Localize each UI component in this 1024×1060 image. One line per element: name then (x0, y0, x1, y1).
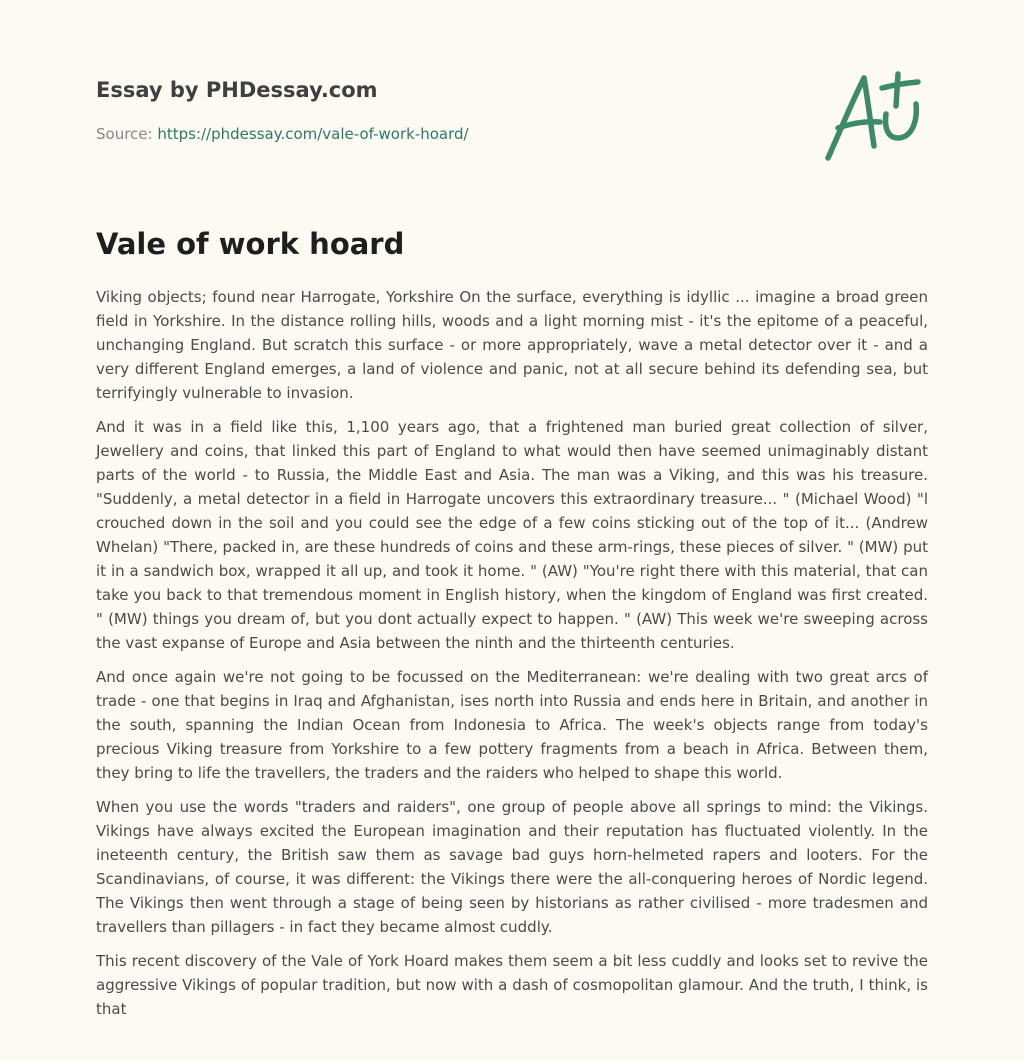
essay-paragraph: This recent discovery of the Vale of York Hoard makes them seem a bit less cuddly and looks set to revive the aggressive Vikings of popular tradition, but now with a dash of cosmopolitan glamour. And the truth, I think, is that (96, 952, 928, 1018)
site-title: Essay by PHDessay.com (96, 78, 378, 102)
page-header (96, 76, 696, 144)
source-label: Source: (96, 125, 158, 143)
essay-paragraph: And it was in a field like this, 1,100 years ago, that a frightened man buried great collection of silver, Jewellery and coins, that linked this part of England to what would then have seemed unimaginably distant parts of the world - to Russia, the Middle East and Asia. The man was a Viking, and this was his treasure. "Suddenly, a metal detector in a field in Harrogate uncovers this extraordinary treasure... " (Michael Wood) "l crouched down in the soil and you could see the edge of a few coins sticking out of the top of it... (Andrew Whelan) "There, packed in, are these hundreds of coins and these arm-rings, these pieces of silver. " (MW) put it in a sandwich box, wrapped it all up, and took it home. " (AW) "You're right there with this material, that can take you back to that tremendous moment in English history, when the kingdom of England was first created. " (MW) things you dream of, but you dont actually expect to happen. " (AW) This week we're sweeping across the vast expanse of Europe and Asia between the ninth and the thirteenth centuries. (96, 418, 928, 652)
essay-paragraph: When you use the words "traders and raiders", one group of people above all springs to mind: the Vikings. Vikings have always excited the European imagination and their reputation has fluctuated violently. In the ineteenth century, the British saw them as savage bad guys horn-helmeted rapers and looters. For the Scandinavians, of course, it was different: the Vikings there were the all-conquering heroes of Nordic legend. The Vikings then went through a stage of being seen by historians as rather civilised - more tradesmen and travellers than pillagers - in fact they became almost cuddly. (96, 798, 928, 936)
essay-body (96, 285, 928, 1031)
essay-paragraph: And once again we're not going to be focussed on the Mediterranean: we're dealing with two great arcs of trade - one that begins in Iraq and Afghanistan, ises north into Russia and ends here in Britain, and another in the south, spanning the Indian Ocean from Indonesia to Africa. The week's objects range from today's precious Viking treasure from Yorkshire to a few pottery fragments from a beach in Africa. Between them, they bring to life the travellers, the traders and the raiders who helped to shape this world. (96, 668, 928, 782)
essay-title: Vale of work hoard (96, 227, 405, 261)
source-line (96, 124, 696, 144)
a-plus-logo-icon (818, 66, 928, 166)
source-link[interactable]: https://phdessay.com/vale-of-work-hoard/ (157, 125, 469, 143)
essay-paragraph: Viking objects; found near Harrogate, Yorkshire On the surface, everything is idyllic ... imagine a broad green field in Yorkshire. In the distance rolling hills, woods and a light morning mist - it's the epitome of a peaceful, unchanging England. But scratch this surface - or more appropriately, wave a metal detector over it - and a very different England emerges, a land of violence and panic, not at all secure behind its defending sea, but terrifyingly vulnerable to invasion. (96, 288, 928, 402)
